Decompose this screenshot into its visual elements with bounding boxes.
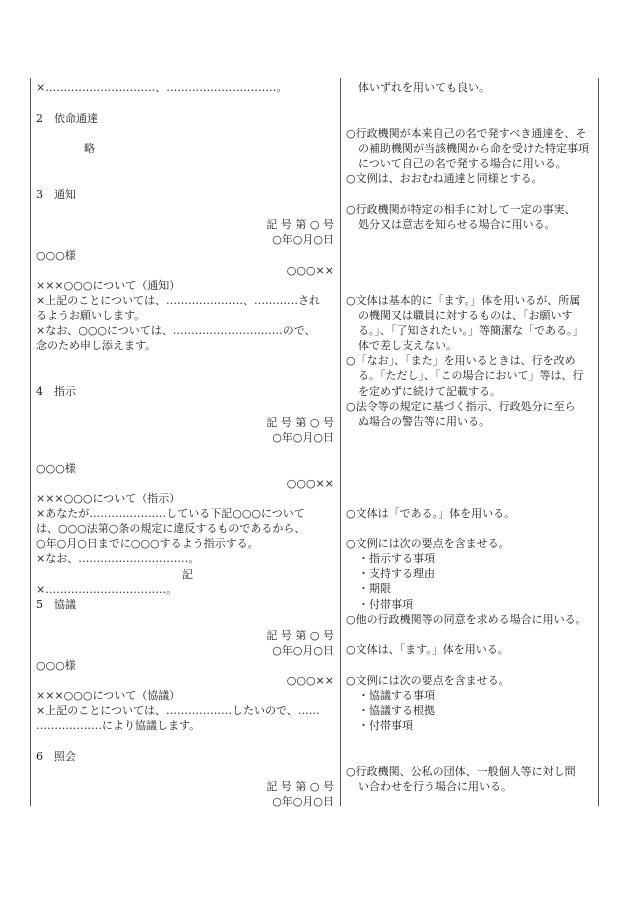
example-text-line: ○○○様 (36, 659, 76, 672)
example-text-line: ○○○×× (286, 264, 334, 277)
note-text-line: ・付帯事項 (358, 598, 413, 611)
example-text-line: 記 号 第 ○ 号 (266, 416, 334, 429)
example-text-line: ×あなたが…………………している下記○○○について (36, 507, 305, 520)
note-text-line: について自己の名で発する場合に用いる。 (358, 157, 567, 170)
note-text-line: ○法令等の規定に基づく指示、行政処分に至ら (346, 400, 576, 413)
example-text-line: 記 (182, 568, 193, 581)
example-text-line: ○○○様 (36, 462, 76, 475)
example-text-line: 5 協議 (36, 598, 76, 611)
note-text-line: ○文例には次の要点を含ませる。 (346, 537, 510, 550)
note-text-line: 体で差し支えない。 (358, 339, 457, 352)
note-text-line: ○行政機関が本来自己の名で発すべき通達を、そ (346, 127, 587, 140)
example-text-line: ○年○月○日 (272, 233, 334, 246)
example-text-line: ○○○×× (286, 674, 334, 687)
example-text-line: 記 号 第 ○ 号 (266, 780, 334, 793)
note-text-line: ・協議する事項 (358, 689, 435, 702)
example-text-line: ○年○月○日 (272, 431, 334, 444)
example-text-line: 念のため申し添えます。 (36, 339, 157, 352)
example-text-line: 略 (84, 142, 95, 155)
example-text-line: 記 号 第 ○ 号 (266, 629, 334, 642)
example-text-line: ○年○月○日 (272, 644, 334, 657)
example-text-line: ×××○○○について（協議） (36, 689, 181, 702)
note-text-line: ぬ場合の警告等に用いる。 (358, 415, 490, 428)
example-text-line: ×なお、…………………………。 (36, 552, 200, 565)
example-text-line: ×上記のことについては、………………したいので、…… (36, 704, 320, 717)
example-text-line: ○○○×× (286, 477, 334, 490)
example-text-line: ○年○月○日までに○○○するよう指示する。 (36, 537, 259, 550)
note-text-line: 体いずれを用いても良い。 (358, 81, 490, 94)
note-text-line: ○文体は「である。」体を用いる。 (346, 507, 516, 520)
note-text-line: ○文例は、おおむね通達と同様とする。 (346, 172, 543, 185)
note-text-line: る。」、「了知されたい。」等簡潔な「である。」 (358, 324, 584, 337)
note-text-line: ・付帯事項 (358, 719, 413, 732)
example-text-line: ×……………………………。 (36, 583, 178, 596)
note-text-line: ○「なお」、「また」を用いるときは、行を改め (346, 354, 576, 367)
note-text-line: ○他の行政機関等の同意を求める場合に用いる。 (346, 613, 587, 626)
note-text-line: の機関又は職員に対するものは、「お願いす (358, 309, 573, 322)
example-text-line: ○○○様 (36, 249, 76, 262)
note-text-line: ○行政機関が特定の相手に対して一定の事実、 (346, 203, 576, 216)
example-text-line: 記 号 第 ○ 号 (266, 218, 334, 231)
example-text-line: ×××○○○について（通知） (36, 279, 181, 292)
example-text-line: ×××○○○について（指示） (36, 492, 181, 505)
note-text-line: る。「ただし」、「この場合において」等は、行 (358, 369, 584, 382)
example-text-line: ×なお、○○○については、…………………………ので、 (36, 324, 316, 337)
note-text-line: ・協議する根拠 (358, 704, 435, 717)
example-text-line: 4 指示 (36, 385, 76, 398)
example-text-line: ×上記のことについては、…………………、…………され (36, 294, 320, 307)
note-text-line: ○文体は、「ます。」体を用いる。 (346, 643, 509, 656)
note-text-line: ・指示する事項 (358, 552, 435, 565)
example-text-line: ○年○月○日 (272, 795, 334, 808)
note-text-line: ・支持する理由 (358, 567, 435, 580)
left-border-rule (30, 78, 31, 806)
note-text-line: ○文体は基本的に「ます。」体を用いるが、所属 (346, 294, 581, 307)
note-text-line: ○行政機関、公私の団体、一般個人等に対し問 (346, 765, 576, 778)
right-border-rule (598, 78, 599, 806)
note-text-line: を定めずに続けて記載する。 (358, 385, 501, 398)
note-text-line: ・期限 (358, 582, 391, 595)
note-text-line: ○文例には次の要点を含ませる。 (346, 674, 510, 687)
note-text-line: い合わせを行う場合に用いる。 (358, 780, 512, 793)
example-text-line: るようお願いします。 (36, 309, 146, 322)
note-text-line: の補助機関が当該機関から命を受けた特定事項 (358, 142, 589, 155)
example-text-line: は、○○○法第○条の規定に違反するものであるから、 (36, 522, 306, 535)
example-text-line: 3 通知 (36, 188, 76, 201)
note-text-line: 処分又は意志を知らせる場合に用いる。 (358, 218, 556, 231)
example-text-line: ………………により協議します。 (36, 719, 201, 732)
example-text-line: 2 依命通達 (36, 112, 98, 125)
example-text-line: 6 照会 (36, 750, 76, 763)
column-divider-rule (340, 78, 341, 806)
example-text-line: ×…………………………、…………………………。 (36, 81, 288, 94)
